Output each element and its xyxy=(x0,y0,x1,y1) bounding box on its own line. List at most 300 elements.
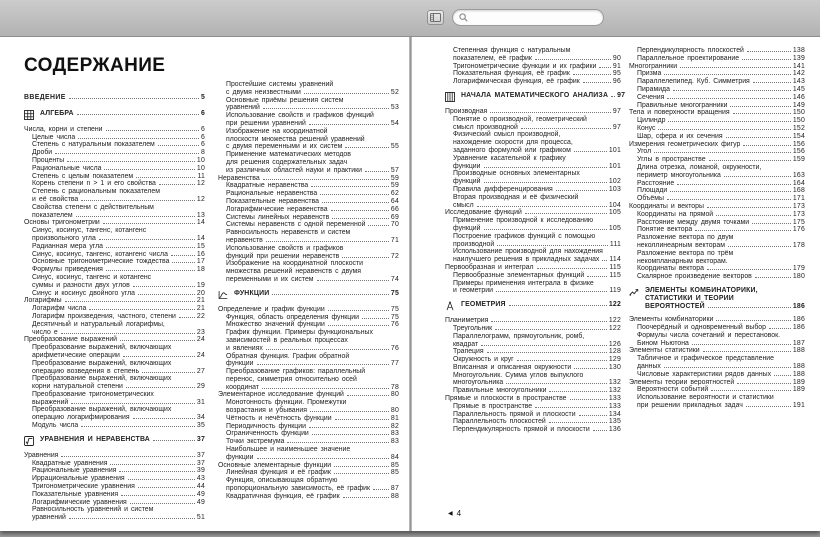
toc-section-entry[interactable] xyxy=(218,290,399,300)
entry-page-number: 80 xyxy=(390,391,399,399)
search-box[interactable] xyxy=(452,9,604,26)
toc-entry[interactable] xyxy=(24,452,205,460)
entry-page-number: 62 xyxy=(390,190,399,198)
toc-entry[interactable] xyxy=(218,190,399,198)
toc-entry[interactable] xyxy=(629,332,805,348)
toc-line xyxy=(645,295,805,303)
toc-entry[interactable] xyxy=(629,316,805,324)
toc-entry[interactable] xyxy=(24,313,205,321)
entry-text: многоугольника xyxy=(453,379,504,387)
toc-line xyxy=(445,116,621,124)
entry-text: смысл xyxy=(453,201,474,209)
entry-page-number: 180 xyxy=(792,273,805,281)
algebra-icon xyxy=(24,110,35,120)
toc-entry[interactable] xyxy=(629,355,805,371)
entry-text: Системы линейных неравенств xyxy=(226,213,330,221)
entry-page-number: 142 xyxy=(792,70,805,78)
left-page-columns xyxy=(24,81,399,522)
toc-entry[interactable] xyxy=(218,198,399,206)
entry-text: Основные элементарные функции xyxy=(218,461,332,469)
entry-page-number: 97 xyxy=(612,123,621,131)
toc-entry[interactable] xyxy=(24,94,205,102)
toc-entry[interactable] xyxy=(445,131,621,154)
entry-text: перенос, симметрия относительно осей xyxy=(226,375,357,383)
toc-entry[interactable] xyxy=(629,226,805,234)
toc-column-4 xyxy=(629,47,805,434)
toc-line xyxy=(218,337,399,345)
toc-entry[interactable] xyxy=(24,467,205,475)
entry-text: при решении уравнений xyxy=(226,119,306,127)
entry-text: Чётность и нечётность функции xyxy=(226,414,332,422)
toc-entry[interactable] xyxy=(218,438,399,446)
entry-page-number: 163 xyxy=(792,171,805,179)
toc-entry[interactable] xyxy=(629,250,805,266)
toc-line xyxy=(629,273,805,281)
entry-text: ВВЕДЕНИЕ xyxy=(24,94,66,101)
dot-leader xyxy=(556,190,607,191)
toc-entry[interactable] xyxy=(218,477,399,493)
toc-line xyxy=(40,110,205,118)
toc-line xyxy=(629,371,805,379)
dot-leader xyxy=(481,345,607,346)
entry-page-number: 150 xyxy=(792,109,805,117)
dot-leader xyxy=(535,407,607,408)
toc-line xyxy=(629,86,805,94)
toc-line xyxy=(445,379,621,387)
toc-line xyxy=(218,260,399,268)
toc-entry[interactable] xyxy=(24,126,205,134)
toc-entry[interactable] xyxy=(629,371,805,379)
dot-leader xyxy=(153,440,195,441)
toc-entry[interactable] xyxy=(629,273,805,281)
entry-page-number: 105 xyxy=(608,209,621,217)
toc-entry[interactable] xyxy=(24,506,205,522)
entry-text: Планиметрия xyxy=(445,317,489,325)
entry-page-number: 96 xyxy=(612,78,621,86)
toc-entry[interactable] xyxy=(24,149,205,157)
toc-entry[interactable] xyxy=(629,386,805,394)
entry-text: Обратная функция. График обратной xyxy=(226,352,350,360)
toc-entry[interactable] xyxy=(218,446,399,462)
toc-entry[interactable] xyxy=(218,81,399,97)
toc-section-entry[interactable] xyxy=(445,301,621,311)
entry-page-number: 186 xyxy=(792,302,805,310)
toc-entry[interactable] xyxy=(24,243,205,251)
entry-text: Многоугольник. Сумма углов выпуклого xyxy=(453,371,584,379)
entry-page-number: 115 xyxy=(609,271,621,279)
entry-page-number: 156 xyxy=(792,140,805,148)
toc-line xyxy=(445,372,621,380)
toc-section-entry[interactable] xyxy=(629,287,805,310)
toc-entry[interactable] xyxy=(629,141,805,149)
toc-entry[interactable] xyxy=(445,78,621,86)
toc-entry[interactable] xyxy=(24,266,205,274)
toc-line xyxy=(629,226,805,234)
toc-line xyxy=(445,356,621,364)
entry-text: наилучшего решения в прикладных задачах xyxy=(453,256,600,264)
toc-entry[interactable] xyxy=(218,182,399,190)
toc-line xyxy=(445,217,621,225)
toc-entry[interactable] xyxy=(218,430,399,438)
toc-entry[interactable] xyxy=(218,128,399,151)
entry-page-number: 15 xyxy=(196,242,205,250)
toc-entry[interactable] xyxy=(218,97,399,113)
toc-line xyxy=(218,485,399,493)
toc-line xyxy=(445,170,621,178)
toc-entry[interactable] xyxy=(445,348,621,356)
dot-leader xyxy=(69,98,199,99)
page-left xyxy=(0,37,409,531)
toc-entry[interactable] xyxy=(445,186,621,194)
toc-entry[interactable] xyxy=(218,229,399,245)
toc-section-entry[interactable] xyxy=(24,436,205,446)
toc-entry[interactable] xyxy=(218,112,399,128)
dot-leader xyxy=(549,391,606,392)
entry-page-number: 187 xyxy=(792,339,805,347)
toc-entry[interactable] xyxy=(24,297,205,305)
entry-text: Иррациональные уравнения xyxy=(32,475,125,483)
dot-leader xyxy=(574,151,607,152)
entry-text: нахождение скорости для процесса, xyxy=(453,139,573,147)
toc-line xyxy=(234,290,399,298)
toc-line xyxy=(629,250,805,258)
entry-page-number: 53 xyxy=(390,104,399,112)
toc-entry[interactable] xyxy=(24,406,205,422)
toc-line xyxy=(445,163,621,171)
dot-leader xyxy=(549,422,607,423)
toc-entry[interactable] xyxy=(629,86,805,94)
entry-page-number: 21 xyxy=(196,305,205,313)
toc-entry[interactable] xyxy=(218,151,399,174)
entry-text: Квадратные уравнения xyxy=(32,459,108,467)
toc-entry[interactable] xyxy=(24,274,205,290)
toc-entry[interactable] xyxy=(629,156,805,164)
toc-entry[interactable] xyxy=(24,219,205,227)
entry-text: Числовые характеристики рядов данных xyxy=(637,370,772,378)
toc-entry[interactable] xyxy=(629,55,805,63)
dot-leader xyxy=(484,229,607,230)
toc-entry[interactable] xyxy=(629,211,805,219)
toc-sidebar-icon xyxy=(430,10,441,25)
toc-line xyxy=(24,422,205,430)
toc-line xyxy=(24,383,205,391)
entry-text: при решении прикладных задач xyxy=(637,402,743,410)
toc-entry[interactable] xyxy=(24,157,205,165)
toc-entry[interactable] xyxy=(445,170,621,186)
toc-entry[interactable] xyxy=(218,423,399,431)
toc-entry[interactable] xyxy=(629,117,805,125)
toc-entry[interactable] xyxy=(445,272,621,280)
toc-entry[interactable] xyxy=(24,344,205,360)
toc-entry[interactable] xyxy=(24,422,205,430)
entry-page-number: 59 xyxy=(390,182,399,190)
toc-line xyxy=(24,391,205,399)
entry-page-number: 178 xyxy=(792,241,805,249)
entry-text: Производная xyxy=(445,107,488,115)
toc-entry[interactable] xyxy=(24,290,205,298)
dot-leader xyxy=(343,497,389,498)
toc-entry[interactable] xyxy=(445,426,621,434)
toc-line xyxy=(218,329,399,337)
toc-entry[interactable] xyxy=(445,372,621,388)
toc-section-entry[interactable] xyxy=(24,110,205,120)
entry-page-number: 189 xyxy=(792,378,805,386)
section-title-lines xyxy=(645,287,805,310)
dot-leader xyxy=(733,113,791,114)
toc-entry[interactable] xyxy=(629,47,805,55)
toc-entry[interactable] xyxy=(445,70,621,78)
toc-entry[interactable] xyxy=(629,133,805,141)
dot-leader xyxy=(707,269,791,270)
toc-entry[interactable] xyxy=(445,325,621,333)
toc-entry[interactable] xyxy=(218,221,399,229)
toc-line xyxy=(445,341,621,349)
toc-entry[interactable] xyxy=(218,245,399,261)
dot-leader xyxy=(537,268,608,269)
toc-line xyxy=(461,91,626,100)
toc-entry[interactable] xyxy=(24,134,205,142)
search-input[interactable] xyxy=(472,12,597,24)
toc-entry[interactable] xyxy=(24,460,205,468)
toc-entry[interactable] xyxy=(629,180,805,188)
toc-entry[interactable] xyxy=(629,102,805,110)
toc-entry[interactable] xyxy=(445,280,621,296)
toc-entry[interactable] xyxy=(218,306,399,314)
entry-text: операцию возведения в степень xyxy=(32,367,140,375)
dot-leader xyxy=(525,213,607,214)
entry-text: Измерения геометрических фигур xyxy=(629,140,741,148)
entry-page-number: 188 xyxy=(792,347,805,355)
toc-entry[interactable] xyxy=(24,375,205,391)
toc-entry[interactable] xyxy=(445,364,621,372)
toc-entry[interactable] xyxy=(445,194,621,210)
entry-text: Прямые в пространстве xyxy=(453,402,533,410)
toc-entry[interactable] xyxy=(24,391,205,407)
toc-entry[interactable] xyxy=(445,333,621,349)
entry-text: Ограниченность функции xyxy=(226,430,309,438)
toc-entry[interactable] xyxy=(24,321,205,337)
entry-text: Показательные уравнения xyxy=(32,490,119,498)
entry-text: Степенная функция с натуральным xyxy=(453,47,571,54)
toc-entry[interactable] xyxy=(218,399,399,415)
toc-line xyxy=(24,460,205,468)
toc-entry[interactable] xyxy=(218,260,399,283)
toc-entry[interactable] xyxy=(629,234,805,250)
toc-entry[interactable] xyxy=(629,109,805,117)
entry-text: Синус, косинус, тангенс и котангенс xyxy=(32,273,152,281)
toc-entry[interactable] xyxy=(445,116,621,132)
toc-line xyxy=(218,430,399,438)
toc-entry[interactable] xyxy=(629,125,805,133)
entry-text: суммы и разности двух углов xyxy=(32,281,130,289)
entry-page-number: 75 xyxy=(390,289,399,297)
entry-page-number: 37 xyxy=(196,435,205,443)
dot-leader xyxy=(707,207,791,208)
toc-entry[interactable] xyxy=(445,264,621,272)
toc-entry[interactable] xyxy=(445,248,621,264)
toc-entry[interactable] xyxy=(629,219,805,227)
toc-entry[interactable] xyxy=(24,258,205,266)
toc-line xyxy=(218,391,399,399)
toc-section-entry[interactable] xyxy=(445,91,626,102)
entry-page-number: 13 xyxy=(196,211,205,219)
entry-page-number: 49 xyxy=(196,490,205,498)
toc-entry[interactable] xyxy=(629,187,805,195)
dot-leader xyxy=(497,245,608,246)
entry-page-number: 74 xyxy=(390,275,399,283)
toc-entry[interactable] xyxy=(24,165,205,173)
toc-entry[interactable] xyxy=(629,265,805,273)
toc-line xyxy=(445,70,621,78)
toc-line xyxy=(645,287,805,295)
dot-leader xyxy=(490,112,611,113)
toc-entry[interactable] xyxy=(24,188,205,204)
entry-text: и явлениях xyxy=(226,344,263,352)
toc-entry[interactable] xyxy=(218,493,399,501)
toc-entry[interactable] xyxy=(629,63,805,71)
entry-text: Исследование функций xyxy=(445,209,522,217)
toc-line xyxy=(218,221,399,229)
entry-text: УРАВНЕНИЯ И НЕРАВЕНСТВА xyxy=(40,435,150,443)
dot-leader xyxy=(128,479,195,480)
toc-entry[interactable] xyxy=(218,368,399,391)
entry-text: Объёмы xyxy=(637,195,664,203)
toc-entry[interactable] xyxy=(24,251,205,259)
entry-text: периметр многоугольника xyxy=(637,171,721,179)
entry-page-number: 69 xyxy=(390,213,399,221)
entry-text: Цилиндр xyxy=(637,117,666,125)
entry-page-number: 10 xyxy=(196,156,205,164)
toc-entry[interactable] xyxy=(629,78,805,86)
toc-entry[interactable] xyxy=(24,360,205,376)
toc-entry[interactable] xyxy=(24,305,205,313)
entry-page-number: 82 xyxy=(390,422,399,430)
toc-line xyxy=(24,414,205,422)
dot-leader xyxy=(287,442,388,443)
toc-line xyxy=(24,204,205,212)
entry-text: Степень с целым показателем xyxy=(32,172,134,180)
entry-text: координат xyxy=(226,383,259,391)
toc-line xyxy=(218,454,399,462)
toc-entry[interactable] xyxy=(218,353,399,369)
dot-leader xyxy=(695,230,791,231)
toc-line xyxy=(24,352,205,360)
entry-text: Многогранники xyxy=(629,62,678,70)
toc-entry[interactable] xyxy=(218,321,399,329)
entry-page-number: 97 xyxy=(617,91,626,99)
toc-entry[interactable] xyxy=(445,155,621,171)
entry-page-number: 27 xyxy=(196,367,205,375)
toc-entry[interactable] xyxy=(629,203,805,211)
toc-entry[interactable] xyxy=(629,195,805,203)
entry-page-number: 24 xyxy=(196,351,205,359)
entry-page-number: 83 xyxy=(390,430,399,438)
entry-page-number: 34 xyxy=(196,414,205,422)
toc-entry[interactable] xyxy=(24,491,205,499)
entry-page-number: 57 xyxy=(390,166,399,174)
toc-entry[interactable] xyxy=(629,324,805,332)
toc-line xyxy=(218,182,399,190)
entry-text: Системы неравенств с одной переменной xyxy=(226,221,366,229)
toc-entry[interactable] xyxy=(218,329,399,352)
toc-line xyxy=(24,305,205,313)
toc-line xyxy=(24,467,205,475)
toc-line xyxy=(629,172,805,180)
entry-page-number: 16 xyxy=(196,250,205,258)
dot-leader xyxy=(110,464,194,465)
dot-leader xyxy=(317,280,389,281)
entry-page-number: 188 xyxy=(792,370,805,378)
toc-entry[interactable] xyxy=(24,336,205,344)
toc-entry[interactable] xyxy=(445,217,621,233)
entry-text: Элементы теории вероятностей xyxy=(629,378,735,386)
toc-entry[interactable] xyxy=(445,209,621,217)
toc-entry[interactable] xyxy=(445,403,621,411)
toc-entry[interactable] xyxy=(24,475,205,483)
toc-entry[interactable] xyxy=(445,108,621,116)
toc-line xyxy=(629,211,805,219)
toc-entry[interactable] xyxy=(445,356,621,364)
entry-page-number: 12 xyxy=(196,195,205,203)
toc-line xyxy=(629,133,805,141)
toc-entry[interactable] xyxy=(24,483,205,491)
toc-entry[interactable] xyxy=(218,391,399,399)
entry-page-number: 6 xyxy=(200,125,205,133)
toc-line xyxy=(445,426,621,434)
entry-text: Вторая производная и её физический xyxy=(453,193,579,201)
toc-entry[interactable] xyxy=(218,175,399,183)
entry-text: Функция, описывающая обратную xyxy=(226,477,338,485)
toc-entry[interactable] xyxy=(445,63,621,71)
toc-entry[interactable] xyxy=(24,204,205,220)
dot-leader xyxy=(320,194,389,195)
toc-entry[interactable] xyxy=(629,94,805,102)
entry-text: Тела и поверхности вращения xyxy=(629,109,730,117)
toc-line xyxy=(24,483,205,491)
toc-entry[interactable] xyxy=(629,148,805,156)
toc-line xyxy=(24,196,205,204)
toc-entry[interactable] xyxy=(629,164,805,180)
toc-entry[interactable] xyxy=(445,233,621,249)
entry-text: арифметические операции xyxy=(32,351,120,359)
toc-line xyxy=(218,237,399,245)
toc-sidebar-toggle-button[interactable] xyxy=(427,10,444,25)
toc-entry[interactable] xyxy=(629,394,805,410)
entry-page-number: 138 xyxy=(792,47,805,54)
page-right xyxy=(412,37,820,531)
entry-text: Координаты на прямой xyxy=(637,210,714,218)
toc-line xyxy=(40,436,205,444)
toc-entry[interactable] xyxy=(218,415,399,423)
toc-line xyxy=(24,452,205,460)
dot-leader xyxy=(667,98,791,99)
toc-entry[interactable] xyxy=(445,395,621,403)
toc-entry[interactable] xyxy=(445,47,621,63)
dot-leader xyxy=(71,403,195,404)
toc-entry[interactable] xyxy=(24,227,205,243)
entry-page-number: 130 xyxy=(608,363,621,371)
entry-page-number: 91 xyxy=(612,62,621,70)
toc-line xyxy=(645,303,805,311)
entry-page-number: 84 xyxy=(390,453,399,461)
toc-line xyxy=(629,55,805,63)
toc-entry[interactable] xyxy=(218,206,399,214)
toc-entry[interactable] xyxy=(445,317,621,325)
entry-page-number: 6 xyxy=(200,133,205,141)
toc-entry[interactable] xyxy=(445,387,621,395)
dot-leader xyxy=(77,114,199,115)
toc-entry[interactable] xyxy=(24,180,205,188)
